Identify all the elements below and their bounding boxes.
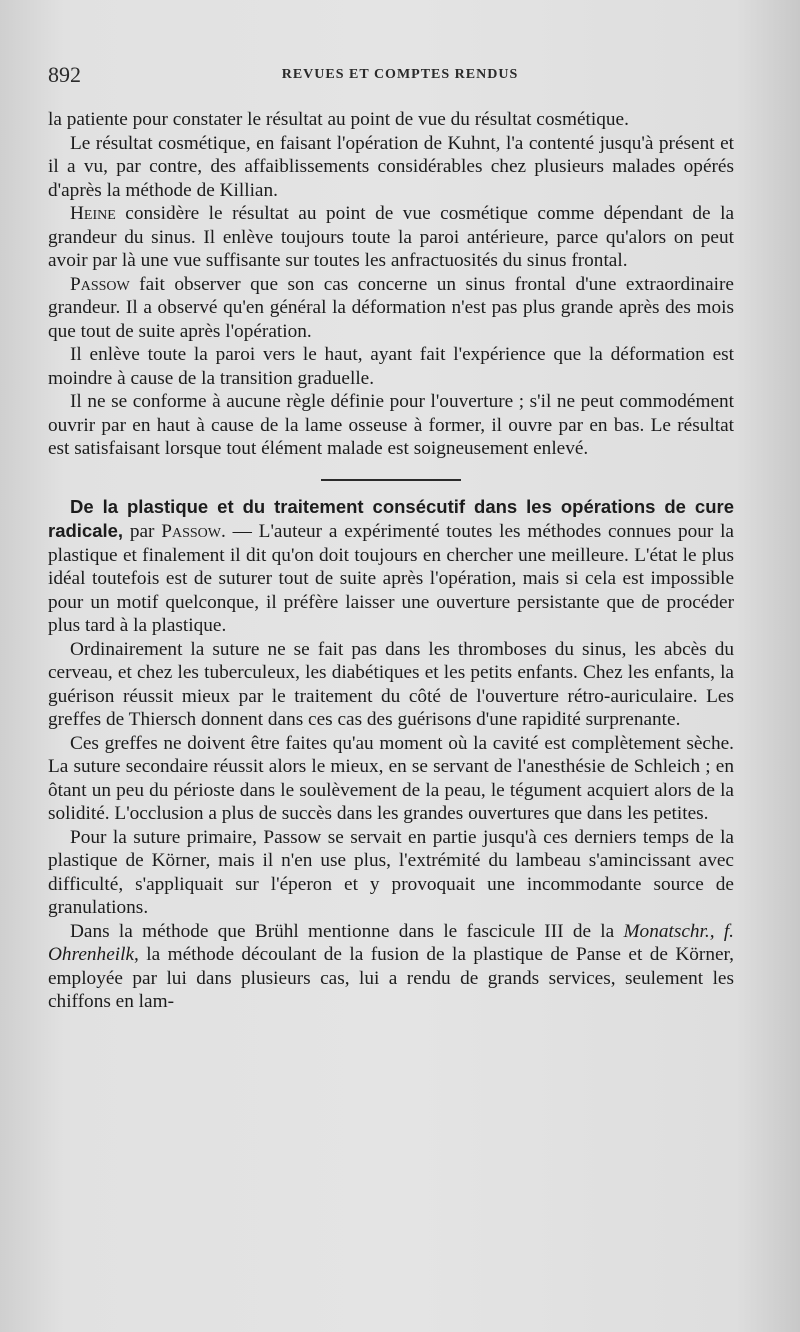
- page-body: [48, 108, 734, 1014]
- paragraph-kuhnt: Le résultat cosmétique, en faisant l'opération de Kuhnt, l'a contenté jusqu'à présent et il a vu, par contre, des affaiblissements considérables chez plusieurs malades opérés d'après la méthode de Killian.: [48, 132, 734, 201]
- running-head: REVUES ET COMPTES RENDUS: [281, 67, 519, 82]
- section-title: De la plastique et du traitement consécutif dans les opérations de cure radicale,: [48, 495, 734, 541]
- section-intro: [48, 495, 734, 638]
- paragraph-suture: Ordinairement la suture ne se fait pas dans les thromboses du sinus, les abcès du cerveau, et chez les tuberculeux, les diabétiques et les petits enfants. Chez les enfants, la guérison réussit mieux par le traitement du côté de l'ouverture rétro-auriculaire. Les greffes de Thiersch donnent dans ces cas des guérisons d'une rapidité surprenante.: [48, 638, 734, 730]
- section-intro-text: . — L'auteur a expérimenté toutes les méthodes connues pour la plastique et finalement il dit qu'on doit toujours en chercher une meilleure. L'état le plus idéal toutefois est de suturer tout de suite après l'opération, mais si cela est impossible pour un motif quelconque, il préfère laisser une ouverture persistante que de procéder plus tard à la plastique.: [48, 521, 734, 636]
- paragraph-paroi: Il enlève toute la paroi vers le haut, ayant fait l'expérience que la déformation est moindre à cause de la transition graduelle.: [48, 344, 734, 389]
- paragraph-heine: [48, 202, 734, 273]
- paragraph-bruhl-a: Dans la méthode que Brühl mentionne dans le fascicule III de la: [70, 920, 624, 942]
- section-divider: [321, 479, 461, 481]
- section-author: Passow: [161, 521, 221, 542]
- paragraph-ouverture: Il ne se conforme à aucune règle définie pour l'ouverture ; s'il ne peut commodément ouvrir par en haut à cause de la lame osseuse à former, il ouvre par en bas. Le résultat est satisfaisant lorsque tout élément malade est soigneusement enlevé.: [48, 391, 734, 459]
- paragraph-bruhl: [48, 920, 734, 1014]
- paragraph-continued: la patiente pour constater le résultat au point de vue du résultat cosmétique.: [48, 109, 629, 130]
- author-heine: Heine: [70, 203, 116, 224]
- section-by: par: [123, 521, 162, 542]
- paragraph-suture-primaire: Pour la suture primaire, Passow se servait en partie jusqu'à ces derniers temps de la plastique de Körner, mais il n'en use plus, l'extrémité du lambeau s'amincissant avec difficulté, s'appliquait sur l'éperon et y provoquait une incommodante source de granulations.: [48, 826, 734, 918]
- paragraph-passow: [48, 273, 734, 344]
- paragraph-bruhl-b: , la méthode découlant de la fusion de la plastique de Panse et de Körner, employée par lui dans plusieurs cas, lui a rendu de grands services, seulement les chiffons en lam-: [48, 944, 734, 1012]
- paragraph-heine-text: considère le résultat au point de vue cosmétique comme dépendant de la grandeur du sinus. Il enlève toujours toute la paroi antérieure, parce qu'alors on peut avoir par là une vue suffisante sur toutes les anfractuosités du sinus frontal.: [48, 203, 734, 271]
- page-header: [48, 62, 752, 92]
- author-passow: Passow: [70, 273, 130, 295]
- page-number: 892: [48, 62, 81, 87]
- paragraph-passow-text: fait observer que son cas concerne un sinus frontal d'une extraordinaire grandeur. Il a observé qu'en général la déformation n'est pas plus grande après des mois que tout de suite après l'opération.: [48, 273, 734, 342]
- journal-title: Monatschr., f. Ohrenheilk: [48, 920, 734, 965]
- paragraph-greffes: Ces greffes ne doivent être faites qu'au moment où la cavité est complètement sèche. La suture secondaire réussit alors le mieux, en se servant de l'anesthésie de Schleich ; en ôtant un peu du périoste dans le soulèvement de la peau, le tégument acquiert alors de la solidité. L'occlusion a plus de succès dans les grandes ouvertures que dans les petites.: [48, 732, 734, 824]
